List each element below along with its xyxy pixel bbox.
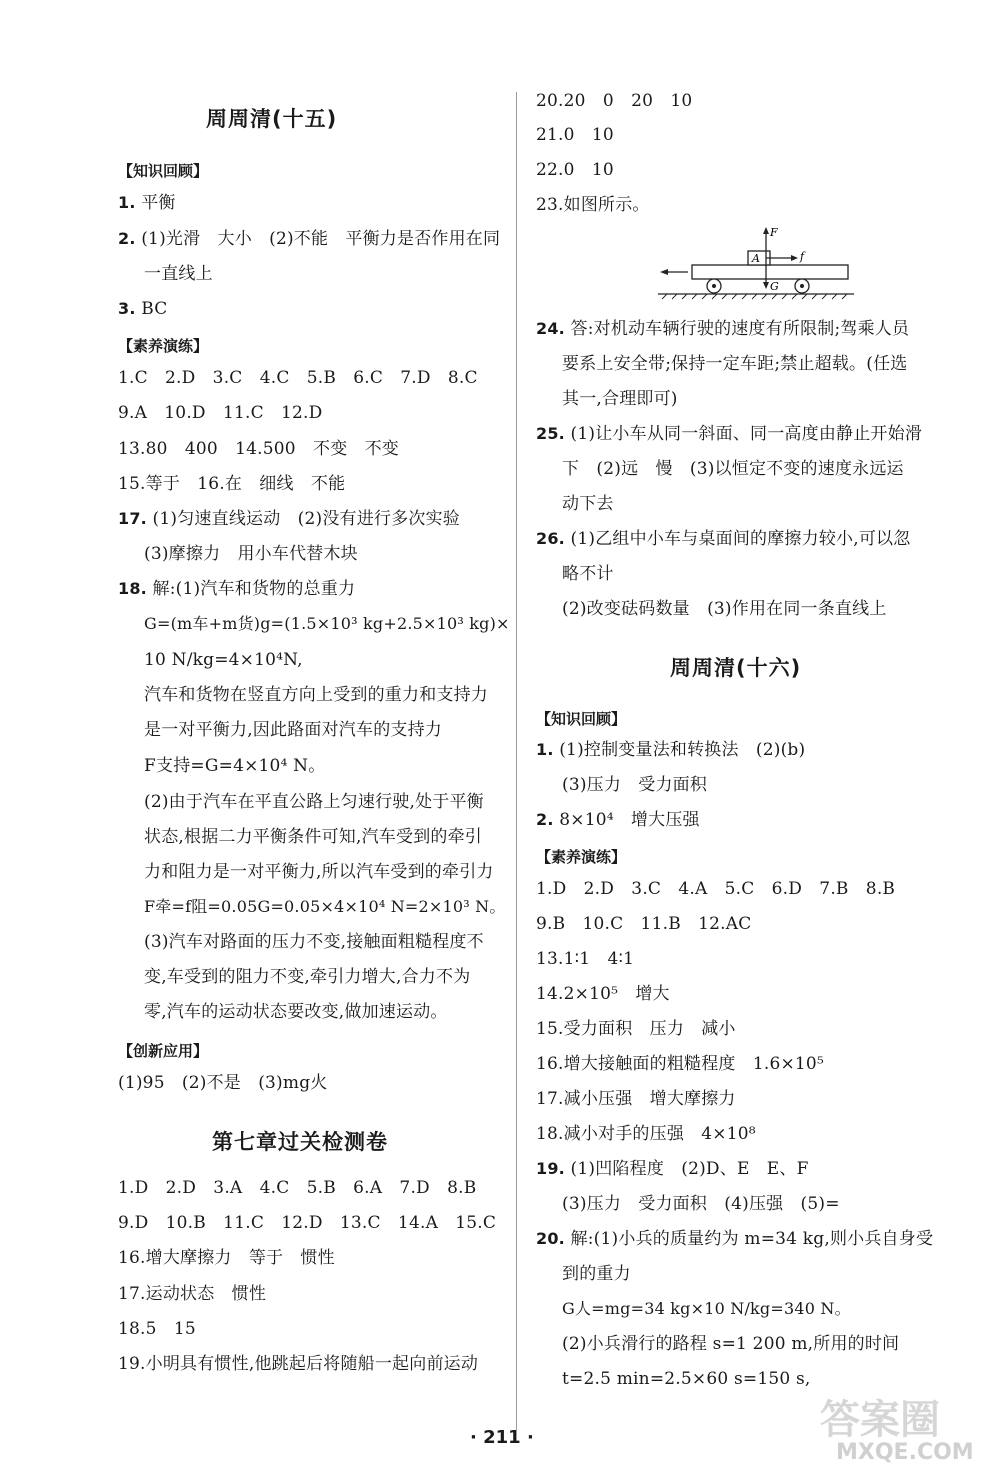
- watermark-logo: 答案圈: [820, 1397, 940, 1443]
- answer-line: (3)压力 受力面积: [562, 775, 708, 795]
- answer-line: 1.D 2.D 3.A 4.C 5.B 6.A 7.D 8.B: [118, 1178, 477, 1198]
- answer-line: 19. (1)凹陷程度 (2)D、E E、F: [536, 1159, 809, 1179]
- answer-line: 13.80 400 14.500 不变 不变: [118, 439, 399, 459]
- answer-line: 状态,根据二力平衡条件可知,汽车受到的牵引: [144, 827, 483, 847]
- answer-line: 要系上安全带;保持一定车距;禁止超载。(任选: [562, 354, 908, 374]
- answer-line: 16.增大接触面的粗糙程度 1.6×10⁵: [536, 1054, 824, 1074]
- answer-line: 下 (2)远 慢 (3)以恒定不变的速度永远运: [562, 459, 904, 479]
- practice-heading: 【素养演练】: [536, 848, 627, 866]
- answer-line: 25. (1)让小车从同一斜面、同一高度由静止开始滑: [536, 424, 923, 444]
- answer-line: 16.增大摩擦力 等于 惯性: [118, 1248, 335, 1268]
- answer-line: 1.D 2.D 3.C 4.A 5.C 6.D 7.B 8.B: [536, 879, 896, 899]
- answer-line: 9.A 10.D 11.C 12.D: [118, 403, 323, 423]
- answer-line: 26. (1)乙组中小车与桌面间的摩擦力较小,可以忽: [536, 529, 911, 549]
- answer-line: (2)由于汽车在平直公路上匀速行驶,处于平衡: [144, 792, 484, 812]
- answer-line: 9.B 10.C 11.B 12.AC: [536, 914, 752, 934]
- watermark-url: MXQE.COM: [836, 1440, 974, 1465]
- answer-line: (1)95 (2)不是 (3)mg火: [118, 1073, 328, 1093]
- answer-line: 是一对平衡力,因此路面对汽车的支持力: [144, 720, 443, 740]
- answer-line: 20.20 0 20 10: [536, 91, 693, 111]
- answer-line: (3)压力 受力面积 (4)压强 (5)=: [562, 1194, 840, 1214]
- answer-line: 1. (1)控制变量法和转换法 (2)(b): [536, 740, 806, 760]
- gravity-label: G: [770, 280, 779, 293]
- practice-heading: 【素养演练】: [118, 337, 209, 355]
- answer-line: 20. 解:(1)小兵的质量约为 m=34 kg,则小兵自身受: [536, 1229, 934, 1249]
- answer-line: 18.5 15: [118, 1319, 196, 1339]
- answer-line: 17. (1)匀速直线运动 (2)没有进行多次实验: [118, 509, 460, 529]
- answer-line: 3. BC: [118, 299, 168, 319]
- answer-line: 23.如图所示。: [536, 195, 650, 215]
- page-number: · 211 ·: [470, 1427, 534, 1448]
- block-label: A: [752, 252, 760, 265]
- cart-body: [692, 265, 848, 279]
- answer-line: 14.2×10⁵ 增大: [536, 984, 670, 1004]
- knowledge-review-heading: 【知识回顾】: [536, 710, 627, 728]
- gravity-head: [763, 282, 769, 289]
- answer-line: 13.1∶1 4∶1: [536, 949, 635, 969]
- answer-line: 汽车和货物在竖直方向上受到的重力和支持力: [144, 685, 488, 705]
- answer-line: 动下去: [562, 494, 614, 514]
- answer-line: F支持=G=4×10⁴ N。: [144, 756, 326, 776]
- answer-line: 变,车受到的阻力不变,牵引力增大,合力不为: [144, 967, 471, 987]
- wheel-hub: [800, 284, 804, 288]
- force-up-head: [763, 227, 769, 234]
- answer-line: 略不计: [562, 564, 614, 584]
- knowledge-review-heading: 【知识回顾】: [118, 162, 209, 180]
- answer-line: 17.减小压强 增大摩擦力: [536, 1089, 736, 1109]
- answer-line: t=2.5 min=2.5×60 s=150 s,: [562, 1369, 811, 1389]
- column-divider: [516, 92, 517, 1430]
- answer-line: 9.D 10.B 11.C 12.D 13.C 14.A 15.C: [118, 1213, 497, 1233]
- answer-line: 17.运动状态 惯性: [118, 1284, 267, 1304]
- motion-arrow-head: [660, 269, 668, 275]
- answer-line: 22.0 10: [536, 160, 614, 180]
- answer-line: 15.等于 16.在 细线 不能: [118, 474, 346, 494]
- answer-line: 2. 8×10⁴ 增大压强: [536, 810, 700, 830]
- answer-line: 零,汽车的运动状态要改变,做加速运动。: [144, 1002, 448, 1022]
- innovation-heading: 【创新应用】: [118, 1042, 209, 1060]
- answer-line: G人=mg=34 kg×10 N/kg=340 N。: [562, 1299, 851, 1318]
- answer-line: 19.小明具有惯性,他跳起后将随船一起向前运动: [118, 1354, 479, 1374]
- answer-line: 24. 答:对机动车辆行驶的速度有所限制;驾乘人员: [536, 319, 910, 339]
- answer-line: 1. 平衡: [118, 193, 176, 213]
- answer-line: 到的重力: [562, 1264, 631, 1284]
- answer-line: G=(m车+m货)g=(1.5×10³ kg+2.5×10³ kg)×: [144, 614, 510, 633]
- ground-hatching: [662, 294, 847, 299]
- answer-line: (3)汽车对路面的压力不变,接触面粗糙程度不: [144, 932, 484, 952]
- answer-line: 其一,合理即可): [562, 389, 678, 409]
- answer-line: 21.0 10: [536, 125, 614, 145]
- answer-line: (2)改变砝码数量 (3)作用在同一条直线上: [562, 599, 887, 619]
- answer-line: 力和阻力是一对平衡力,所以汽车受到的牵引力: [144, 862, 494, 882]
- answer-line: 18. 解:(1)汽车和货物的总重力: [118, 579, 356, 599]
- chapter-test-title: 第七章过关检测卷: [212, 1130, 388, 1154]
- friction-label: f: [800, 250, 805, 263]
- answer-line: 18.减小对手的压强 4×10⁸: [536, 1124, 756, 1144]
- answer-line: F牵=f阻=0.05G=0.05×4×10⁴ N=2×10³ N。: [144, 897, 506, 916]
- answer-line: 1.C 2.D 3.C 4.C 5.B 6.C 7.D 8.C: [118, 368, 478, 388]
- wheel-hub: [712, 284, 716, 288]
- answer-line: (3)摩擦力 用小车代替木块: [144, 544, 358, 564]
- friction-head: [791, 255, 798, 261]
- answer-line: 15.受力面积 压力 减小: [536, 1019, 736, 1039]
- force-diagram: [656, 224, 856, 304]
- answer-line: 10 N/kg=4×10⁴N,: [144, 650, 303, 670]
- answer-line: 一直线上: [144, 264, 213, 284]
- section-title: 周周清(十五): [206, 107, 338, 131]
- force-up-label: F: [770, 226, 778, 239]
- section-title: 周周清(十六): [670, 656, 802, 680]
- answer-line: 2. (1)光滑 大小 (2)不能 平衡力是否作用在同: [118, 229, 501, 249]
- answer-line: (2)小兵滑行的路程 s=1 200 m,所用的时间: [562, 1334, 900, 1354]
